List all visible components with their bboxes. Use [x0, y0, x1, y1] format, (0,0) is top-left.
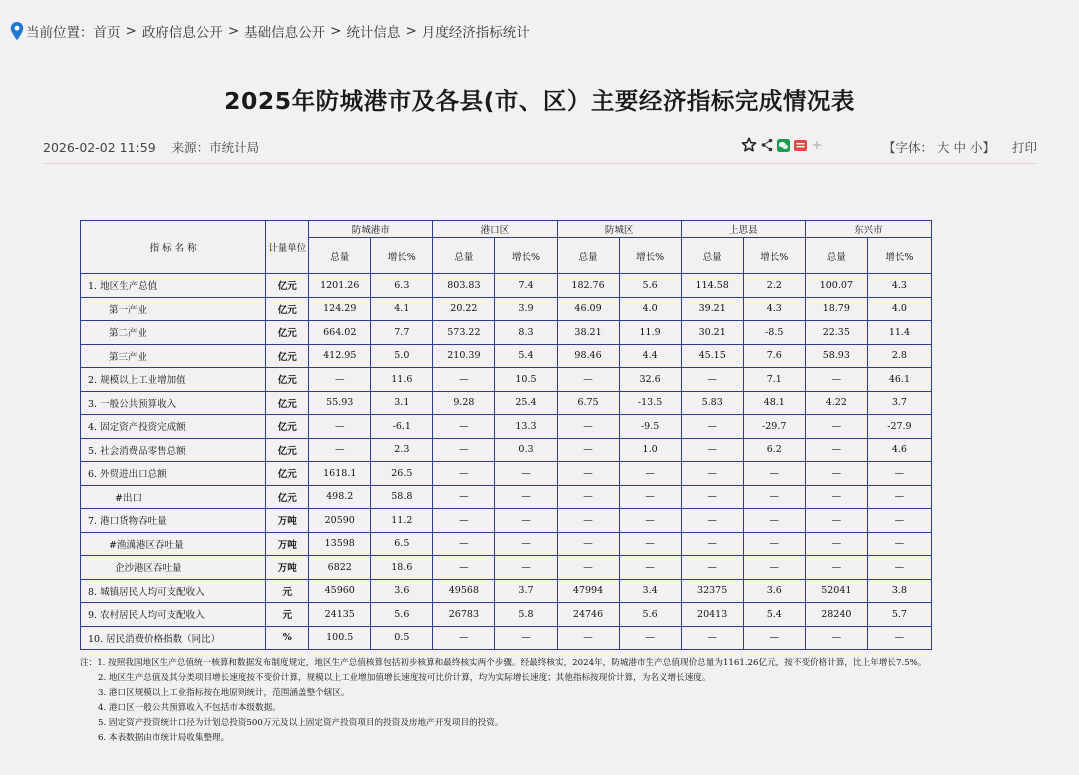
cell-growth: —	[867, 556, 931, 580]
cell-growth: 3.7	[867, 391, 931, 415]
note-item: 4. 港口区一般公共预算收入不包括市本级数据。	[98, 703, 281, 714]
cell-total: 803.83	[433, 274, 495, 298]
indicator-unit: 万吨	[266, 509, 309, 533]
table-row	[81, 556, 932, 580]
cell-total: 182.76	[557, 274, 619, 298]
cell-total: 1201.26	[309, 274, 371, 298]
cell-growth: -8.5	[743, 321, 805, 345]
table-row	[81, 368, 932, 392]
cell-growth: 3.9	[495, 297, 557, 321]
indicator-unit: 亿元	[266, 485, 309, 509]
cell-total: 22.35	[805, 321, 867, 345]
cell-total: 24746	[557, 603, 619, 627]
article-source: 来源：市统计局	[171, 140, 260, 155]
indicator-unit: 亿元	[266, 368, 309, 392]
cell-growth: —	[619, 556, 681, 580]
cell-total: —	[557, 462, 619, 486]
cell-total: 20413	[681, 603, 743, 627]
cell-growth: 0.5	[371, 626, 433, 650]
cell-total: 39.21	[681, 297, 743, 321]
cell-growth: 5.8	[495, 603, 557, 627]
font-size-small[interactable]: 小】	[970, 140, 996, 155]
cell-total: 412.95	[309, 344, 371, 368]
cell-growth: 4.0	[867, 297, 931, 321]
table-row	[81, 509, 932, 533]
indicator-unit: 亿元	[266, 415, 309, 439]
cell-total: —	[433, 532, 495, 556]
cell-growth: 48.1	[743, 391, 805, 415]
indicator-name: 8. 城镇居民人均可支配收入	[81, 579, 266, 603]
cell-total: —	[681, 462, 743, 486]
cell-total: 45960	[309, 579, 371, 603]
cell-growth: —	[867, 532, 931, 556]
cell-total: 18.79	[805, 297, 867, 321]
cell-total: 30.21	[681, 321, 743, 345]
cell-total: 13598	[309, 532, 371, 556]
table-row	[81, 391, 932, 415]
header-unit: 计量单位	[266, 221, 309, 274]
cell-total: —	[681, 438, 743, 462]
indicator-unit: 元	[266, 603, 309, 627]
subheader-total: 总量	[805, 238, 867, 274]
table-notes	[80, 656, 926, 747]
breadcrumb-separator: >	[405, 23, 417, 39]
cell-growth: -27.9	[867, 415, 931, 439]
cell-growth: —	[743, 626, 805, 650]
breadcrumb-monthly-indicators[interactable]: 月度经济指标统计	[421, 25, 530, 41]
cell-growth: 7.1	[743, 368, 805, 392]
cell-growth: 3.7	[495, 579, 557, 603]
cell-growth: 2.8	[867, 344, 931, 368]
cell-total: 46.09	[557, 297, 619, 321]
cell-growth: 4.4	[619, 344, 681, 368]
cell-growth: 11.9	[619, 321, 681, 345]
table-row	[81, 297, 932, 321]
cell-growth: 5.4	[743, 603, 805, 627]
table-row	[81, 438, 932, 462]
cell-growth: 3.6	[371, 579, 433, 603]
cell-total: —	[681, 509, 743, 533]
indicator-name: 第一产业	[81, 297, 266, 321]
header-region: 防城港市	[309, 221, 433, 238]
cell-total: 47994	[557, 579, 619, 603]
cell-growth: 6.2	[743, 438, 805, 462]
cell-growth: 10.5	[495, 368, 557, 392]
cell-total: —	[805, 438, 867, 462]
cell-growth: —	[867, 462, 931, 486]
breadcrumb-separator: >	[227, 23, 240, 39]
cell-total: —	[557, 415, 619, 439]
cell-growth: 4.3	[867, 274, 931, 298]
cell-total: 45.15	[681, 344, 743, 368]
table-row	[81, 462, 932, 486]
breadcrumb-statistics[interactable]: 统计信息	[346, 25, 401, 41]
cell-growth: —	[495, 509, 557, 533]
header-region: 防城区	[557, 221, 681, 238]
article-meta	[43, 138, 271, 156]
cell-total: 52041	[805, 579, 867, 603]
cell-growth: 58.8	[371, 485, 433, 509]
cell-growth: —	[495, 532, 557, 556]
cell-total: —	[433, 556, 495, 580]
share-toolbar	[741, 137, 823, 153]
cell-total: 498.2	[309, 485, 371, 509]
table-row	[81, 485, 932, 509]
cell-total: 124.29	[309, 297, 371, 321]
cell-growth: 6.5	[371, 532, 433, 556]
cell-growth: 25.4	[495, 391, 557, 415]
cell-growth: 5.6	[619, 603, 681, 627]
cell-growth: —	[495, 626, 557, 650]
cell-total: —	[557, 626, 619, 650]
indicator-name: #出口	[81, 485, 266, 509]
cell-total: 664.02	[309, 321, 371, 345]
cell-growth: -6.1	[371, 415, 433, 439]
indicator-unit: 亿元	[266, 438, 309, 462]
table-row	[81, 603, 932, 627]
cell-growth: 11.2	[371, 509, 433, 533]
cell-total: —	[309, 438, 371, 462]
cell-total: 32375	[681, 579, 743, 603]
cell-growth: 5.6	[371, 603, 433, 627]
indicator-name: 5. 社会消费品零售总额	[81, 438, 266, 462]
table-row	[81, 274, 932, 298]
cell-growth: 3.1	[371, 391, 433, 415]
cell-growth: —	[495, 462, 557, 486]
breadcrumb-separator: >	[125, 23, 137, 39]
cell-total: 100.5	[309, 626, 371, 650]
cell-growth: —	[495, 556, 557, 580]
table-row	[81, 626, 932, 650]
cell-total: 9.28	[433, 391, 495, 415]
cell-total: —	[433, 626, 495, 650]
cell-growth: —	[619, 626, 681, 650]
subheader-growth: 增长%	[867, 238, 931, 274]
cell-growth: —	[619, 532, 681, 556]
cell-total: —	[433, 509, 495, 533]
cell-total: —	[681, 368, 743, 392]
table-body	[81, 274, 932, 650]
cell-growth: 3.4	[619, 579, 681, 603]
header-region: 港口区	[433, 221, 557, 238]
cell-growth: 7.4	[495, 274, 557, 298]
location-pin-icon	[10, 22, 24, 40]
note-item: 注：1. 按照我国地区生产总值统一核算和数据发布制度规定，地区生产总值核算包括初步核算和最终核实两个步骤。经最终核实，2024年，防城港市生产总值现价总量为1161.26亿元，按不变价格计算，比上年增长7.5%。	[80, 658, 927, 668]
cell-growth: 7.7	[371, 321, 433, 345]
breadcrumb-home[interactable]: 首页	[93, 25, 121, 41]
cell-total: 210.39	[433, 344, 495, 368]
cell-total: —	[805, 509, 867, 533]
cell-total: 114.58	[681, 274, 743, 298]
cell-growth: —	[743, 485, 805, 509]
publish-datetime: 2026-02-02 11:59	[43, 140, 156, 155]
indicator-name: 9. 农村居民人均可支配收入	[81, 603, 266, 627]
cell-total: 26783	[433, 603, 495, 627]
cell-growth: —	[619, 509, 681, 533]
table-row	[81, 321, 932, 345]
cell-growth: —	[743, 532, 805, 556]
cell-growth: 4.0	[619, 297, 681, 321]
cell-total: 98.46	[557, 344, 619, 368]
cell-growth: —	[743, 509, 805, 533]
note-item: 3. 港口区规模以上工业指标按在地原则统计，范围涵盖整个辖区。	[98, 688, 350, 699]
header-region: 东兴市	[805, 221, 931, 238]
cell-growth: 4.1	[371, 297, 433, 321]
cell-growth: 3.6	[743, 579, 805, 603]
cell-growth: 8.3	[495, 321, 557, 345]
indicator-name: #渔澫港区吞吐量	[81, 532, 266, 556]
indicator-name: 2. 规模以上工业增加值	[81, 368, 266, 392]
table-header-row	[81, 221, 932, 238]
indicator-unit: %	[266, 626, 309, 650]
subheader-growth: 增长%	[743, 238, 805, 274]
subheader-total: 总量	[557, 238, 619, 274]
cell-total: —	[681, 532, 743, 556]
cell-growth: —	[743, 462, 805, 486]
font-size-medium[interactable]: 中	[953, 140, 967, 155]
indicator-unit: 万吨	[266, 532, 309, 556]
cell-growth: -9.5	[619, 415, 681, 439]
cell-growth: —	[619, 462, 681, 486]
subheader-total: 总量	[309, 238, 371, 274]
breadcrumb-separator: >	[330, 23, 342, 39]
plus-icon[interactable]	[811, 139, 823, 151]
breadcrumb-prefix: 当前位置：	[26, 25, 94, 41]
table-row	[81, 532, 932, 556]
cell-total: 20.22	[433, 297, 495, 321]
cell-total: —	[805, 556, 867, 580]
cell-growth: 5.4	[495, 344, 557, 368]
cell-growth: 46.1	[867, 368, 931, 392]
cell-total: 6822	[309, 556, 371, 580]
cell-total: —	[557, 485, 619, 509]
cell-total: —	[557, 532, 619, 556]
indicator-unit: 万吨	[266, 556, 309, 580]
cell-growth: 1.0	[619, 438, 681, 462]
table-row	[81, 579, 932, 603]
indicator-name: 4. 固定资产投资完成额	[81, 415, 266, 439]
cell-growth: 5.7	[867, 603, 931, 627]
cell-total: —	[805, 485, 867, 509]
subheader-growth: 增长%	[371, 238, 433, 274]
font-size-selector	[883, 138, 995, 156]
cell-total: 20590	[309, 509, 371, 533]
cell-total: —	[557, 509, 619, 533]
cell-total: 573.22	[433, 321, 495, 345]
cell-total: 28240	[805, 603, 867, 627]
cell-growth: 11.6	[371, 368, 433, 392]
cell-growth: 7.6	[743, 344, 805, 368]
indicator-name: 第三产业	[81, 344, 266, 368]
cell-total: 100.07	[805, 274, 867, 298]
indicator-name: 10. 居民消费价格指数（同比）	[81, 626, 266, 650]
indicator-name: 1. 地区生产总值	[81, 274, 266, 298]
meta-divider	[43, 163, 1037, 164]
cell-total: —	[805, 532, 867, 556]
cell-total: 38.21	[557, 321, 619, 345]
indicator-unit: 亿元	[266, 321, 309, 345]
cell-growth: 2.3	[371, 438, 433, 462]
indicator-name: 6. 外贸进出口总额	[81, 462, 266, 486]
breadcrumb-gov-info[interactable]: 政府信息公开	[141, 25, 223, 41]
indicator-unit: 亿元	[266, 297, 309, 321]
cell-growth: 5.6	[619, 274, 681, 298]
cell-growth: —	[867, 509, 931, 533]
indicator-name: 企沙港区吞吐量	[81, 556, 266, 580]
cell-total: —	[433, 368, 495, 392]
star-icon[interactable]	[741, 137, 757, 153]
cell-growth: 32.6	[619, 368, 681, 392]
note-item: 2. 地区生产总值及其分类项目增长速度按不变价计算，规模以上工业增加值增长速度按可比价计算，均为实际增长速度；其他指标按现价计算，为名义增长速度。	[98, 673, 711, 684]
cell-growth: 13.3	[495, 415, 557, 439]
breadcrumb	[10, 21, 530, 41]
header-region: 上思县	[681, 221, 805, 238]
cell-total: —	[433, 485, 495, 509]
cell-growth: 26.5	[371, 462, 433, 486]
cell-total: 1618.1	[309, 462, 371, 486]
note-item: 6. 本表数据由市统计局收集整理。	[98, 733, 230, 744]
print-button[interactable]: 打印	[1012, 140, 1038, 155]
table-row	[81, 415, 932, 439]
cell-total: —	[433, 438, 495, 462]
indicator-name: 7. 港口货物吞吐量	[81, 509, 266, 533]
cell-growth: 5.0	[371, 344, 433, 368]
cell-growth: -29.7	[743, 415, 805, 439]
breadcrumb-basic-info[interactable]: 基础信息公开	[244, 25, 326, 41]
cell-growth: 18.6	[371, 556, 433, 580]
cell-total: 49568	[433, 579, 495, 603]
cell-total: 24135	[309, 603, 371, 627]
indicator-unit: 元	[266, 579, 309, 603]
indicator-name: 3. 一般公共预算收入	[81, 391, 266, 415]
cell-growth: —	[867, 626, 931, 650]
indicator-unit: 亿元	[266, 344, 309, 368]
page-title: 2025年防城港市及各县(市、区）主要经济指标完成情况表	[224, 87, 855, 115]
subheader-total: 总量	[433, 238, 495, 274]
cell-growth: —	[619, 485, 681, 509]
cell-total: 4.22	[805, 391, 867, 415]
cell-total: —	[557, 368, 619, 392]
wechat-icon[interactable]	[777, 139, 790, 152]
share-icon[interactable]	[761, 138, 773, 152]
cell-growth: —	[867, 485, 931, 509]
subheader-total: 总量	[681, 238, 743, 274]
cell-growth: —	[495, 485, 557, 509]
cell-total: —	[433, 415, 495, 439]
cell-total: 55.93	[309, 391, 371, 415]
cell-total: —	[309, 415, 371, 439]
font-size-large[interactable]: 大	[937, 140, 950, 155]
cell-growth: 2.2	[743, 274, 805, 298]
cell-growth: 4.3	[743, 297, 805, 321]
cell-total: —	[433, 462, 495, 486]
economic-indicators-table	[80, 220, 932, 650]
cell-growth: —	[743, 556, 805, 580]
indicator-unit: 亿元	[266, 391, 309, 415]
cell-total: —	[309, 368, 371, 392]
cell-growth: 11.4	[867, 321, 931, 345]
cell-total: —	[805, 415, 867, 439]
table-row	[81, 344, 932, 368]
cell-total: —	[805, 462, 867, 486]
cell-total: —	[681, 485, 743, 509]
cell-total: 6.75	[557, 391, 619, 415]
indicator-unit: 亿元	[266, 274, 309, 298]
subheader-growth: 增长%	[495, 238, 557, 274]
cell-total: —	[681, 556, 743, 580]
cell-total: —	[557, 438, 619, 462]
cell-growth: 3.8	[867, 579, 931, 603]
cell-total: 5.83	[681, 391, 743, 415]
header-indicator-name: 指 标 名 称	[81, 221, 266, 274]
cell-total: —	[805, 626, 867, 650]
subheader-growth: 增长%	[619, 238, 681, 274]
indicator-name: 第二产业	[81, 321, 266, 345]
indicator-unit: 亿元	[266, 462, 309, 486]
font-size-label: 【字体：	[883, 140, 934, 155]
cell-total: —	[681, 415, 743, 439]
cell-growth: 0.3	[495, 438, 557, 462]
cell-total: —	[805, 368, 867, 392]
cell-growth: -13.5	[619, 391, 681, 415]
cell-growth: 4.6	[867, 438, 931, 462]
cell-total: —	[681, 626, 743, 650]
weibo-icon[interactable]	[794, 140, 807, 151]
cell-growth: 6.3	[371, 274, 433, 298]
cell-total: 58.93	[805, 344, 867, 368]
note-item: 5. 固定资产投资统计口径为计划总投资500万元及以上固定资产投资项目的投资及房地产开发项目的投资。	[98, 718, 504, 729]
cell-total: —	[557, 556, 619, 580]
